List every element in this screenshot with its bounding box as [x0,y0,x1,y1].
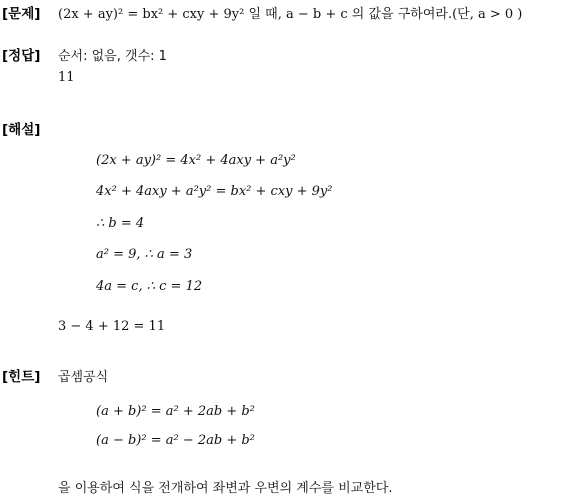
hint-title: 곱셈공식 [58,370,109,385]
hint-label: [힌트] [2,369,41,385]
hint-footer: 을 이용하여 식을 전개하여 좌변과 우변의 계수를 비교한다. [58,481,393,496]
answer-value: 11 [58,70,75,85]
solution-line-4: a² = 9, ∴ a = 3 [96,247,193,262]
solution-line-2: 4x² + 4axy + a²y² = bx² + cxy + 9y² [96,184,333,199]
question-text: (2x + ay)² = bx² + cxy + 9y² 일 때, a − b + c 의 값을 구하여라.(단, a > 0 ) [58,7,523,22]
hint-formula-2: (a − b)² = a² − 2ab + b² [96,433,255,448]
question-label: [문제] [2,6,41,22]
solution-line-5: 4a = c, ∴ c = 12 [96,279,203,294]
solution-label: [해설] [2,122,41,138]
solution-result: 3 − 4 + 12 = 11 [58,319,166,334]
solution-line-3: ∴ b = 4 [96,216,145,231]
answer-label: [정답] [2,48,41,64]
answer-meta: 순서: 없음, 갯수: 1 [58,49,167,64]
hint-formula-1: (a + b)² = a² + 2ab + b² [96,404,255,419]
solution-line-1: (2x + ay)² = 4x² + 4axy + a²y² [96,153,296,168]
